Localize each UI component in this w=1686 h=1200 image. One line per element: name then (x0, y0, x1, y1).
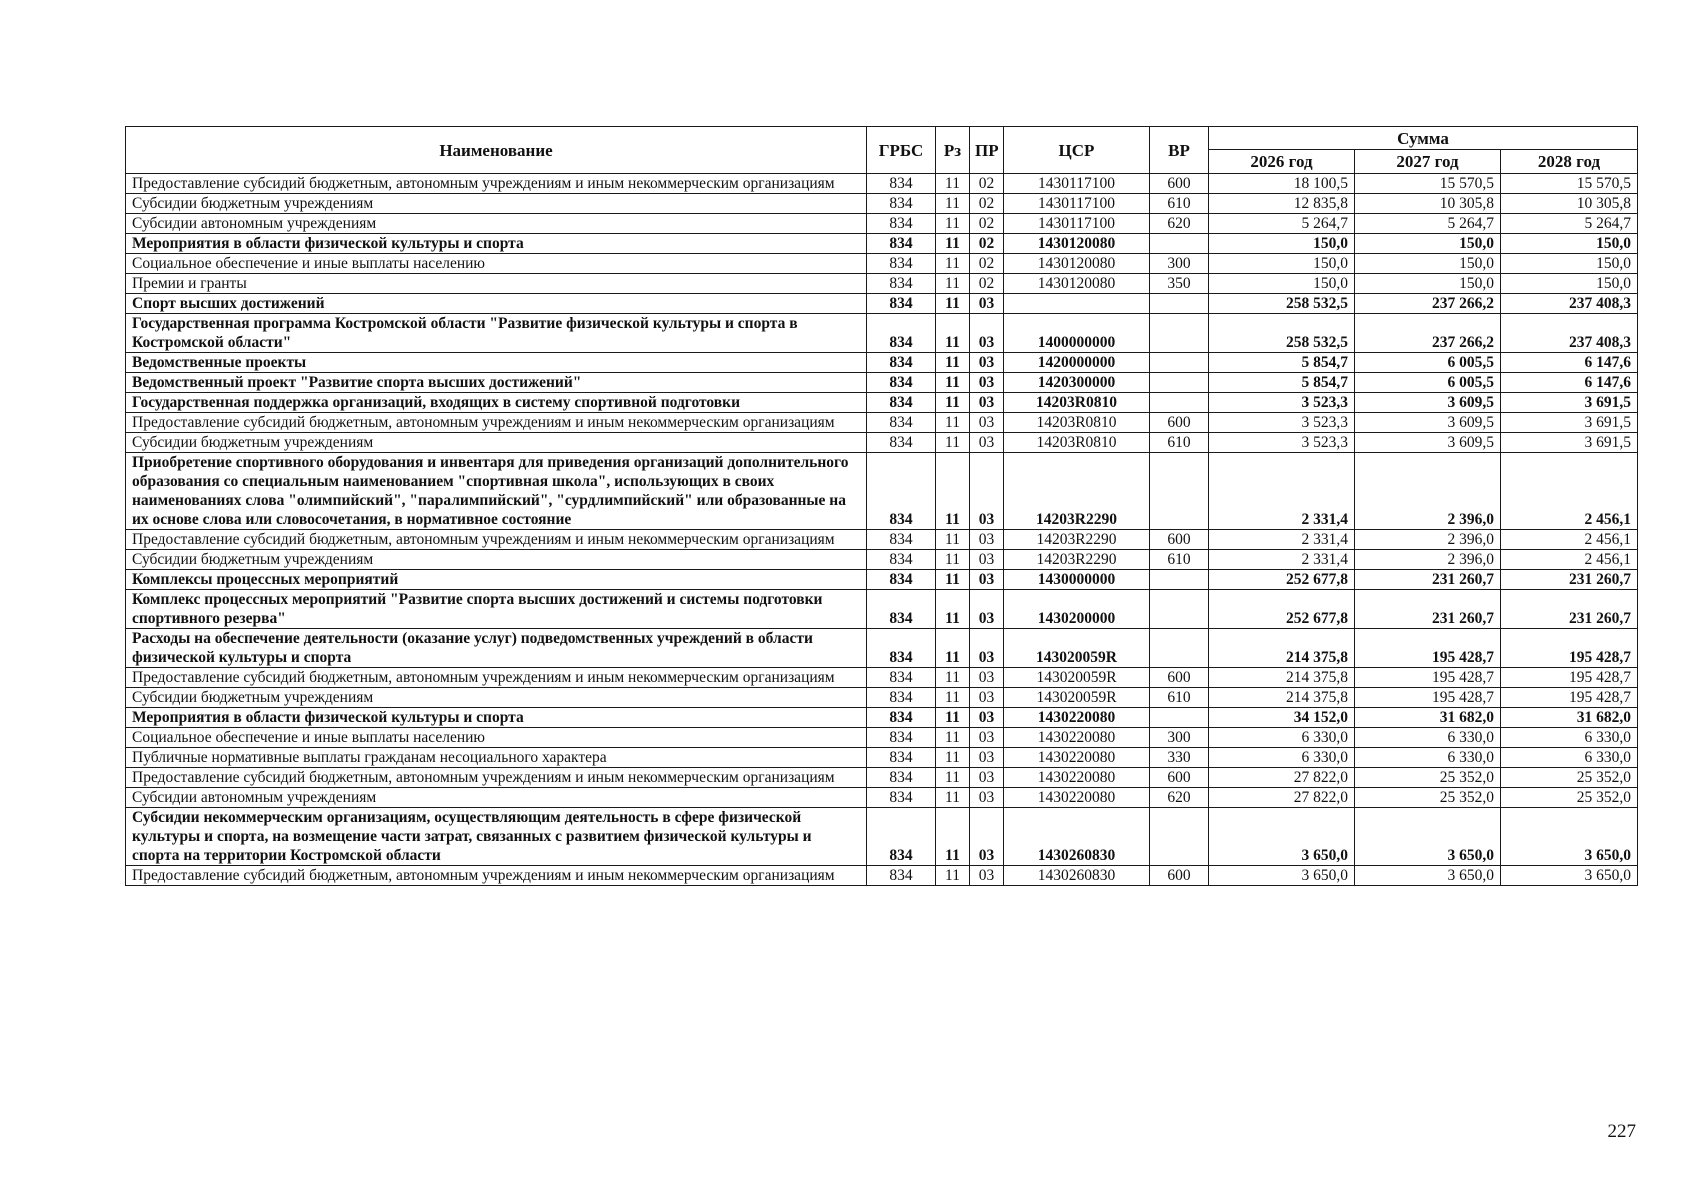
table-row (126, 353, 1638, 373)
cell-grbs: 834 (867, 194, 936, 214)
header-sum: Сумма (1209, 127, 1638, 150)
cell-pr: 03 (970, 708, 1004, 728)
cell-vr: 620 (1150, 214, 1209, 234)
table-row (126, 688, 1638, 708)
cell-rz: 11 (936, 453, 970, 530)
table-row (126, 788, 1638, 808)
cell-vr (1150, 314, 1209, 353)
cell-vr: 600 (1150, 768, 1209, 788)
table-row (126, 234, 1638, 254)
cell-2027: 237 266,2 (1355, 294, 1501, 314)
cell-csr: 1430260830 (1004, 808, 1150, 866)
cell-rz: 11 (936, 748, 970, 768)
cell-2028: 195 428,7 (1501, 688, 1638, 708)
cell-csr: 1400000000 (1004, 314, 1150, 353)
cell-pr: 03 (970, 314, 1004, 353)
cell-grbs: 834 (867, 748, 936, 768)
cell-vr (1150, 629, 1209, 668)
table-body (126, 174, 1638, 886)
header-csr: ЦСР (1004, 127, 1150, 174)
cell-2027: 3 650,0 (1355, 808, 1501, 866)
cell-grbs: 834 (867, 274, 936, 294)
cell-rz: 11 (936, 314, 970, 353)
cell-grbs: 834 (867, 668, 936, 688)
cell-vr: 610 (1150, 688, 1209, 708)
cell-2026: 6 330,0 (1209, 728, 1355, 748)
cell-2028: 237 408,3 (1501, 294, 1638, 314)
cell-pr: 03 (970, 590, 1004, 629)
cell-grbs: 834 (867, 708, 936, 728)
cell-csr: 1430220080 (1004, 708, 1150, 728)
cell-2028: 237 408,3 (1501, 314, 1638, 353)
cell-vr: 610 (1150, 433, 1209, 453)
cell-rz: 11 (936, 629, 970, 668)
cell-2027: 150,0 (1355, 254, 1501, 274)
cell-2028: 3 691,5 (1501, 393, 1638, 413)
cell-2026: 252 677,8 (1209, 590, 1355, 629)
cell-2028: 6 330,0 (1501, 728, 1638, 748)
cell-vr: 350 (1150, 274, 1209, 294)
cell-2026: 2 331,4 (1209, 530, 1355, 550)
cell-rz: 11 (936, 433, 970, 453)
cell-vr: 600 (1150, 866, 1209, 886)
cell-grbs: 834 (867, 550, 936, 570)
header-year-2027: 2027 год (1355, 150, 1501, 174)
cell-2028: 231 260,7 (1501, 590, 1638, 629)
cell-vr (1150, 590, 1209, 629)
cell-pr: 03 (970, 768, 1004, 788)
cell-grbs: 834 (867, 688, 936, 708)
cell-grbs: 834 (867, 294, 936, 314)
cell-rz: 11 (936, 294, 970, 314)
cell-2026: 3 523,3 (1209, 433, 1355, 453)
cell-name: Приобретение спортивного оборудования и инвентаря для приведения организаций дополнительного образования со специальным наименованием "спортивная школа", использующих в своих наименованиях слова "олимпийский", "паралимпийский", "сурдлимпийский" или образованные на их основе слова или словосочетания, в нормативное состояние (126, 453, 867, 530)
cell-2027: 3 609,5 (1355, 433, 1501, 453)
table-row (126, 708, 1638, 728)
cell-2028: 6 330,0 (1501, 748, 1638, 768)
cell-2026: 150,0 (1209, 234, 1355, 254)
cell-rz: 11 (936, 530, 970, 550)
table-row (126, 194, 1638, 214)
cell-pr: 03 (970, 788, 1004, 808)
cell-2028: 195 428,7 (1501, 629, 1638, 668)
cell-csr: 1430117100 (1004, 214, 1150, 234)
cell-rz: 11 (936, 274, 970, 294)
cell-2026: 5 854,7 (1209, 353, 1355, 373)
header-grbs: ГРБС (867, 127, 936, 174)
cell-2027: 6 330,0 (1355, 748, 1501, 768)
cell-name: Публичные нормативные выплаты гражданам несоциального характера (126, 748, 867, 768)
cell-vr (1150, 294, 1209, 314)
cell-pr: 03 (970, 629, 1004, 668)
cell-2027: 6 005,5 (1355, 373, 1501, 393)
cell-name: Предоставление субсидий бюджетным, автономным учреждениям и иным некоммерческим организациям (126, 413, 867, 433)
cell-csr: 1430220080 (1004, 728, 1150, 748)
cell-2027: 2 396,0 (1355, 453, 1501, 530)
cell-2026: 3 523,3 (1209, 393, 1355, 413)
cell-csr: 1430220080 (1004, 748, 1150, 768)
cell-name: Премии и гранты (126, 274, 867, 294)
cell-pr: 02 (970, 274, 1004, 294)
cell-name: Субсидии некоммерческим организациям, осуществляющим деятельность в сфере физической культуры и спорта, на возмещение части затрат, связанных с развитием физической культуры и спорта на территории Костромской области (126, 808, 867, 866)
cell-2027: 195 428,7 (1355, 629, 1501, 668)
cell-pr: 03 (970, 808, 1004, 866)
cell-2026: 214 375,8 (1209, 688, 1355, 708)
cell-csr (1004, 294, 1150, 314)
cell-2027: 25 352,0 (1355, 788, 1501, 808)
cell-2026: 252 677,8 (1209, 570, 1355, 590)
cell-vr (1150, 808, 1209, 866)
table-row (126, 314, 1638, 353)
cell-vr (1150, 570, 1209, 590)
cell-name: Предоставление субсидий бюджетным, автономным учреждениям и иным некоммерческим организациям (126, 866, 867, 886)
cell-2026: 12 835,8 (1209, 194, 1355, 214)
cell-vr (1150, 708, 1209, 728)
cell-grbs: 834 (867, 353, 936, 373)
cell-csr: 1420300000 (1004, 373, 1150, 393)
budget-document (125, 126, 1637, 886)
cell-rz: 11 (936, 214, 970, 234)
cell-csr: 14203R0810 (1004, 393, 1150, 413)
cell-name: Спорт высших достижений (126, 294, 867, 314)
cell-name: Предоставление субсидий бюджетным, автономным учреждениям и иным некоммерческим организациям (126, 668, 867, 688)
cell-pr: 03 (970, 748, 1004, 768)
cell-vr (1150, 234, 1209, 254)
cell-pr: 03 (970, 668, 1004, 688)
cell-grbs: 834 (867, 453, 936, 530)
cell-pr: 03 (970, 294, 1004, 314)
cell-grbs: 834 (867, 570, 936, 590)
cell-name: Субсидии бюджетным учреждениям (126, 688, 867, 708)
cell-2027: 150,0 (1355, 234, 1501, 254)
cell-2026: 27 822,0 (1209, 768, 1355, 788)
cell-csr: 1430117100 (1004, 194, 1150, 214)
cell-rz: 11 (936, 708, 970, 728)
cell-name: Расходы на обеспечение деятельности (оказание услуг) подведомственных учреждений в области физической культуры и спорта (126, 629, 867, 668)
cell-2026: 6 330,0 (1209, 748, 1355, 768)
table-row (126, 294, 1638, 314)
table-row (126, 668, 1638, 688)
cell-csr: 14203R0810 (1004, 433, 1150, 453)
cell-2027: 6 005,5 (1355, 353, 1501, 373)
cell-name: Мероприятия в области физической культуры и спорта (126, 234, 867, 254)
cell-2028: 25 352,0 (1501, 768, 1638, 788)
cell-2027: 2 396,0 (1355, 550, 1501, 570)
cell-name: Субсидии автономным учреждениям (126, 788, 867, 808)
cell-vr (1150, 373, 1209, 393)
cell-name: Социальное обеспечение и иные выплаты населению (126, 728, 867, 748)
cell-name: Ведомственный проект "Развитие спорта высших достижений" (126, 373, 867, 393)
cell-name: Субсидии бюджетным учреждениям (126, 550, 867, 570)
header-pr: ПР (970, 127, 1004, 174)
cell-rz: 11 (936, 788, 970, 808)
cell-2026: 18 100,5 (1209, 174, 1355, 194)
cell-grbs: 834 (867, 728, 936, 748)
cell-name: Субсидии автономным учреждениям (126, 214, 867, 234)
cell-csr: 14203R2290 (1004, 530, 1150, 550)
cell-2028: 150,0 (1501, 254, 1638, 274)
cell-2028: 195 428,7 (1501, 668, 1638, 688)
cell-rz: 11 (936, 393, 970, 413)
cell-csr: 1430117100 (1004, 174, 1150, 194)
cell-2027: 3 650,0 (1355, 866, 1501, 886)
table-row (126, 453, 1638, 530)
header-vr: ВР (1150, 127, 1209, 174)
cell-vr: 300 (1150, 254, 1209, 274)
cell-pr: 03 (970, 530, 1004, 550)
table-row (126, 174, 1638, 194)
table-row (126, 808, 1638, 866)
cell-vr: 600 (1150, 668, 1209, 688)
cell-rz: 11 (936, 550, 970, 570)
cell-csr: 143020059R (1004, 688, 1150, 708)
cell-name: Предоставление субсидий бюджетным, автономным учреждениям и иным некоммерческим организациям (126, 768, 867, 788)
cell-2026: 5 854,7 (1209, 373, 1355, 393)
cell-2026: 258 532,5 (1209, 294, 1355, 314)
table-row (126, 748, 1638, 768)
cell-grbs: 834 (867, 214, 936, 234)
cell-2026: 150,0 (1209, 274, 1355, 294)
cell-2026: 2 331,4 (1209, 453, 1355, 530)
cell-2026: 3 650,0 (1209, 808, 1355, 866)
cell-2026: 3 523,3 (1209, 413, 1355, 433)
cell-rz: 11 (936, 668, 970, 688)
table-row (126, 373, 1638, 393)
cell-rz: 11 (936, 254, 970, 274)
cell-2028: 2 456,1 (1501, 550, 1638, 570)
cell-name: Предоставление субсидий бюджетным, автономным учреждениям и иным некоммерческим организациям (126, 174, 867, 194)
cell-csr: 143020059R (1004, 629, 1150, 668)
cell-2027: 237 266,2 (1355, 314, 1501, 353)
cell-pr: 03 (970, 433, 1004, 453)
cell-name: Государственная программа Костромской области "Развитие физической культуры и спорта в Костромской области" (126, 314, 867, 353)
cell-2026: 150,0 (1209, 254, 1355, 274)
cell-pr: 03 (970, 373, 1004, 393)
table-row (126, 393, 1638, 413)
cell-2028: 3 650,0 (1501, 808, 1638, 866)
cell-rz: 11 (936, 413, 970, 433)
cell-csr: 1430260830 (1004, 866, 1150, 886)
cell-2028: 3 650,0 (1501, 866, 1638, 886)
cell-csr: 143020059R (1004, 668, 1150, 688)
cell-2027: 231 260,7 (1355, 570, 1501, 590)
cell-grbs: 834 (867, 808, 936, 866)
cell-name: Мероприятия в области физической культуры и спорта (126, 708, 867, 728)
cell-vr: 600 (1150, 413, 1209, 433)
cell-vr: 620 (1150, 788, 1209, 808)
table-row (126, 433, 1638, 453)
cell-grbs: 834 (867, 768, 936, 788)
cell-pr: 03 (970, 393, 1004, 413)
cell-grbs: 834 (867, 393, 936, 413)
cell-pr: 02 (970, 234, 1004, 254)
cell-2028: 6 147,6 (1501, 353, 1638, 373)
cell-pr: 02 (970, 254, 1004, 274)
cell-2026: 34 152,0 (1209, 708, 1355, 728)
cell-csr: 1430200000 (1004, 590, 1150, 629)
header-year-2026: 2026 год (1209, 150, 1355, 174)
cell-grbs: 834 (867, 314, 936, 353)
cell-2028: 150,0 (1501, 274, 1638, 294)
cell-rz: 11 (936, 688, 970, 708)
cell-2027: 6 330,0 (1355, 728, 1501, 748)
budget-table (125, 126, 1638, 886)
cell-pr: 03 (970, 353, 1004, 373)
cell-rz: 11 (936, 353, 970, 373)
cell-rz: 11 (936, 808, 970, 866)
table-row (126, 274, 1638, 294)
cell-2028: 25 352,0 (1501, 788, 1638, 808)
page-number: 227 (1607, 1121, 1636, 1142)
cell-2027: 195 428,7 (1355, 668, 1501, 688)
cell-pr: 03 (970, 550, 1004, 570)
cell-grbs: 834 (867, 234, 936, 254)
table-row (126, 570, 1638, 590)
cell-name: Ведомственные проекты (126, 353, 867, 373)
cell-name: Субсидии бюджетным учреждениям (126, 433, 867, 453)
cell-pr: 03 (970, 688, 1004, 708)
cell-pr: 02 (970, 194, 1004, 214)
cell-2027: 195 428,7 (1355, 688, 1501, 708)
table-row (126, 629, 1638, 668)
cell-2026: 27 822,0 (1209, 788, 1355, 808)
cell-2027: 150,0 (1355, 274, 1501, 294)
cell-pr: 03 (970, 570, 1004, 590)
cell-2026: 3 650,0 (1209, 866, 1355, 886)
header-year-2028: 2028 год (1501, 150, 1638, 174)
cell-csr: 14203R2290 (1004, 550, 1150, 570)
cell-rz: 11 (936, 194, 970, 214)
table-row (126, 254, 1638, 274)
table-row (126, 214, 1638, 234)
cell-vr: 330 (1150, 748, 1209, 768)
table-row (126, 590, 1638, 629)
cell-2028: 3 691,5 (1501, 413, 1638, 433)
cell-pr: 03 (970, 866, 1004, 886)
cell-2028: 150,0 (1501, 234, 1638, 254)
cell-2027: 15 570,5 (1355, 174, 1501, 194)
cell-2027: 31 682,0 (1355, 708, 1501, 728)
cell-grbs: 834 (867, 373, 936, 393)
cell-csr: 1430220080 (1004, 788, 1150, 808)
cell-2027: 2 396,0 (1355, 530, 1501, 550)
cell-name: Социальное обеспечение и иные выплаты населению (126, 254, 867, 274)
table-row (126, 728, 1638, 748)
table-row (126, 413, 1638, 433)
cell-name: Комплекс процессных мероприятий "Развитие спорта высших достижений и системы подготовки спортивного резерва" (126, 590, 867, 629)
cell-2028: 6 147,6 (1501, 373, 1638, 393)
cell-2028: 15 570,5 (1501, 174, 1638, 194)
cell-name: Субсидии бюджетным учреждениям (126, 194, 867, 214)
cell-grbs: 834 (867, 530, 936, 550)
cell-2028: 5 264,7 (1501, 214, 1638, 234)
cell-rz: 11 (936, 570, 970, 590)
cell-pr: 02 (970, 174, 1004, 194)
cell-2028: 231 260,7 (1501, 570, 1638, 590)
cell-pr: 03 (970, 453, 1004, 530)
cell-rz: 11 (936, 234, 970, 254)
cell-pr: 03 (970, 728, 1004, 748)
cell-vr: 600 (1150, 530, 1209, 550)
cell-csr: 1420000000 (1004, 353, 1150, 373)
cell-vr: 610 (1150, 194, 1209, 214)
cell-grbs: 834 (867, 433, 936, 453)
cell-2027: 5 264,7 (1355, 214, 1501, 234)
cell-grbs: 834 (867, 413, 936, 433)
cell-pr: 02 (970, 214, 1004, 234)
cell-2026: 5 264,7 (1209, 214, 1355, 234)
cell-2027: 25 352,0 (1355, 768, 1501, 788)
cell-grbs: 834 (867, 788, 936, 808)
cell-2026: 214 375,8 (1209, 629, 1355, 668)
cell-2027: 10 305,8 (1355, 194, 1501, 214)
cell-vr: 300 (1150, 728, 1209, 748)
table-header (126, 127, 1638, 174)
cell-rz: 11 (936, 373, 970, 393)
cell-name: Комплексы процессных мероприятий (126, 570, 867, 590)
cell-2028: 2 456,1 (1501, 530, 1638, 550)
cell-2026: 214 375,8 (1209, 668, 1355, 688)
cell-name: Государственная поддержка организаций, входящих в систему спортивной подготовки (126, 393, 867, 413)
cell-rz: 11 (936, 590, 970, 629)
cell-2027: 3 609,5 (1355, 413, 1501, 433)
cell-2027: 3 609,5 (1355, 393, 1501, 413)
cell-grbs: 834 (867, 254, 936, 274)
cell-vr: 610 (1150, 550, 1209, 570)
cell-grbs: 834 (867, 174, 936, 194)
table-row (126, 550, 1638, 570)
cell-csr: 1430000000 (1004, 570, 1150, 590)
header-name: Наименование (126, 127, 867, 174)
cell-csr: 1430120080 (1004, 234, 1150, 254)
cell-2028: 2 456,1 (1501, 453, 1638, 530)
cell-2026: 2 331,4 (1209, 550, 1355, 570)
cell-rz: 11 (936, 768, 970, 788)
cell-pr: 03 (970, 413, 1004, 433)
cell-csr: 14203R0810 (1004, 413, 1150, 433)
cell-2028: 10 305,8 (1501, 194, 1638, 214)
cell-csr: 1430220080 (1004, 768, 1150, 788)
cell-grbs: 834 (867, 590, 936, 629)
cell-grbs: 834 (867, 629, 936, 668)
table-row (126, 530, 1638, 550)
cell-csr: 1430120080 (1004, 254, 1150, 274)
cell-vr (1150, 353, 1209, 373)
cell-name: Предоставление субсидий бюджетным, автономным учреждениям и иным некоммерческим организациям (126, 530, 867, 550)
cell-vr (1150, 393, 1209, 413)
table-row (126, 768, 1638, 788)
cell-grbs: 834 (867, 866, 936, 886)
cell-2028: 31 682,0 (1501, 708, 1638, 728)
cell-csr: 1430120080 (1004, 274, 1150, 294)
cell-rz: 11 (936, 174, 970, 194)
cell-rz: 11 (936, 866, 970, 886)
cell-vr (1150, 453, 1209, 530)
cell-2028: 3 691,5 (1501, 433, 1638, 453)
cell-2026: 258 532,5 (1209, 314, 1355, 353)
header-rz: Рз (936, 127, 970, 174)
cell-vr: 600 (1150, 174, 1209, 194)
table-row (126, 866, 1638, 886)
cell-csr: 14203R2290 (1004, 453, 1150, 530)
cell-rz: 11 (936, 728, 970, 748)
cell-2027: 231 260,7 (1355, 590, 1501, 629)
